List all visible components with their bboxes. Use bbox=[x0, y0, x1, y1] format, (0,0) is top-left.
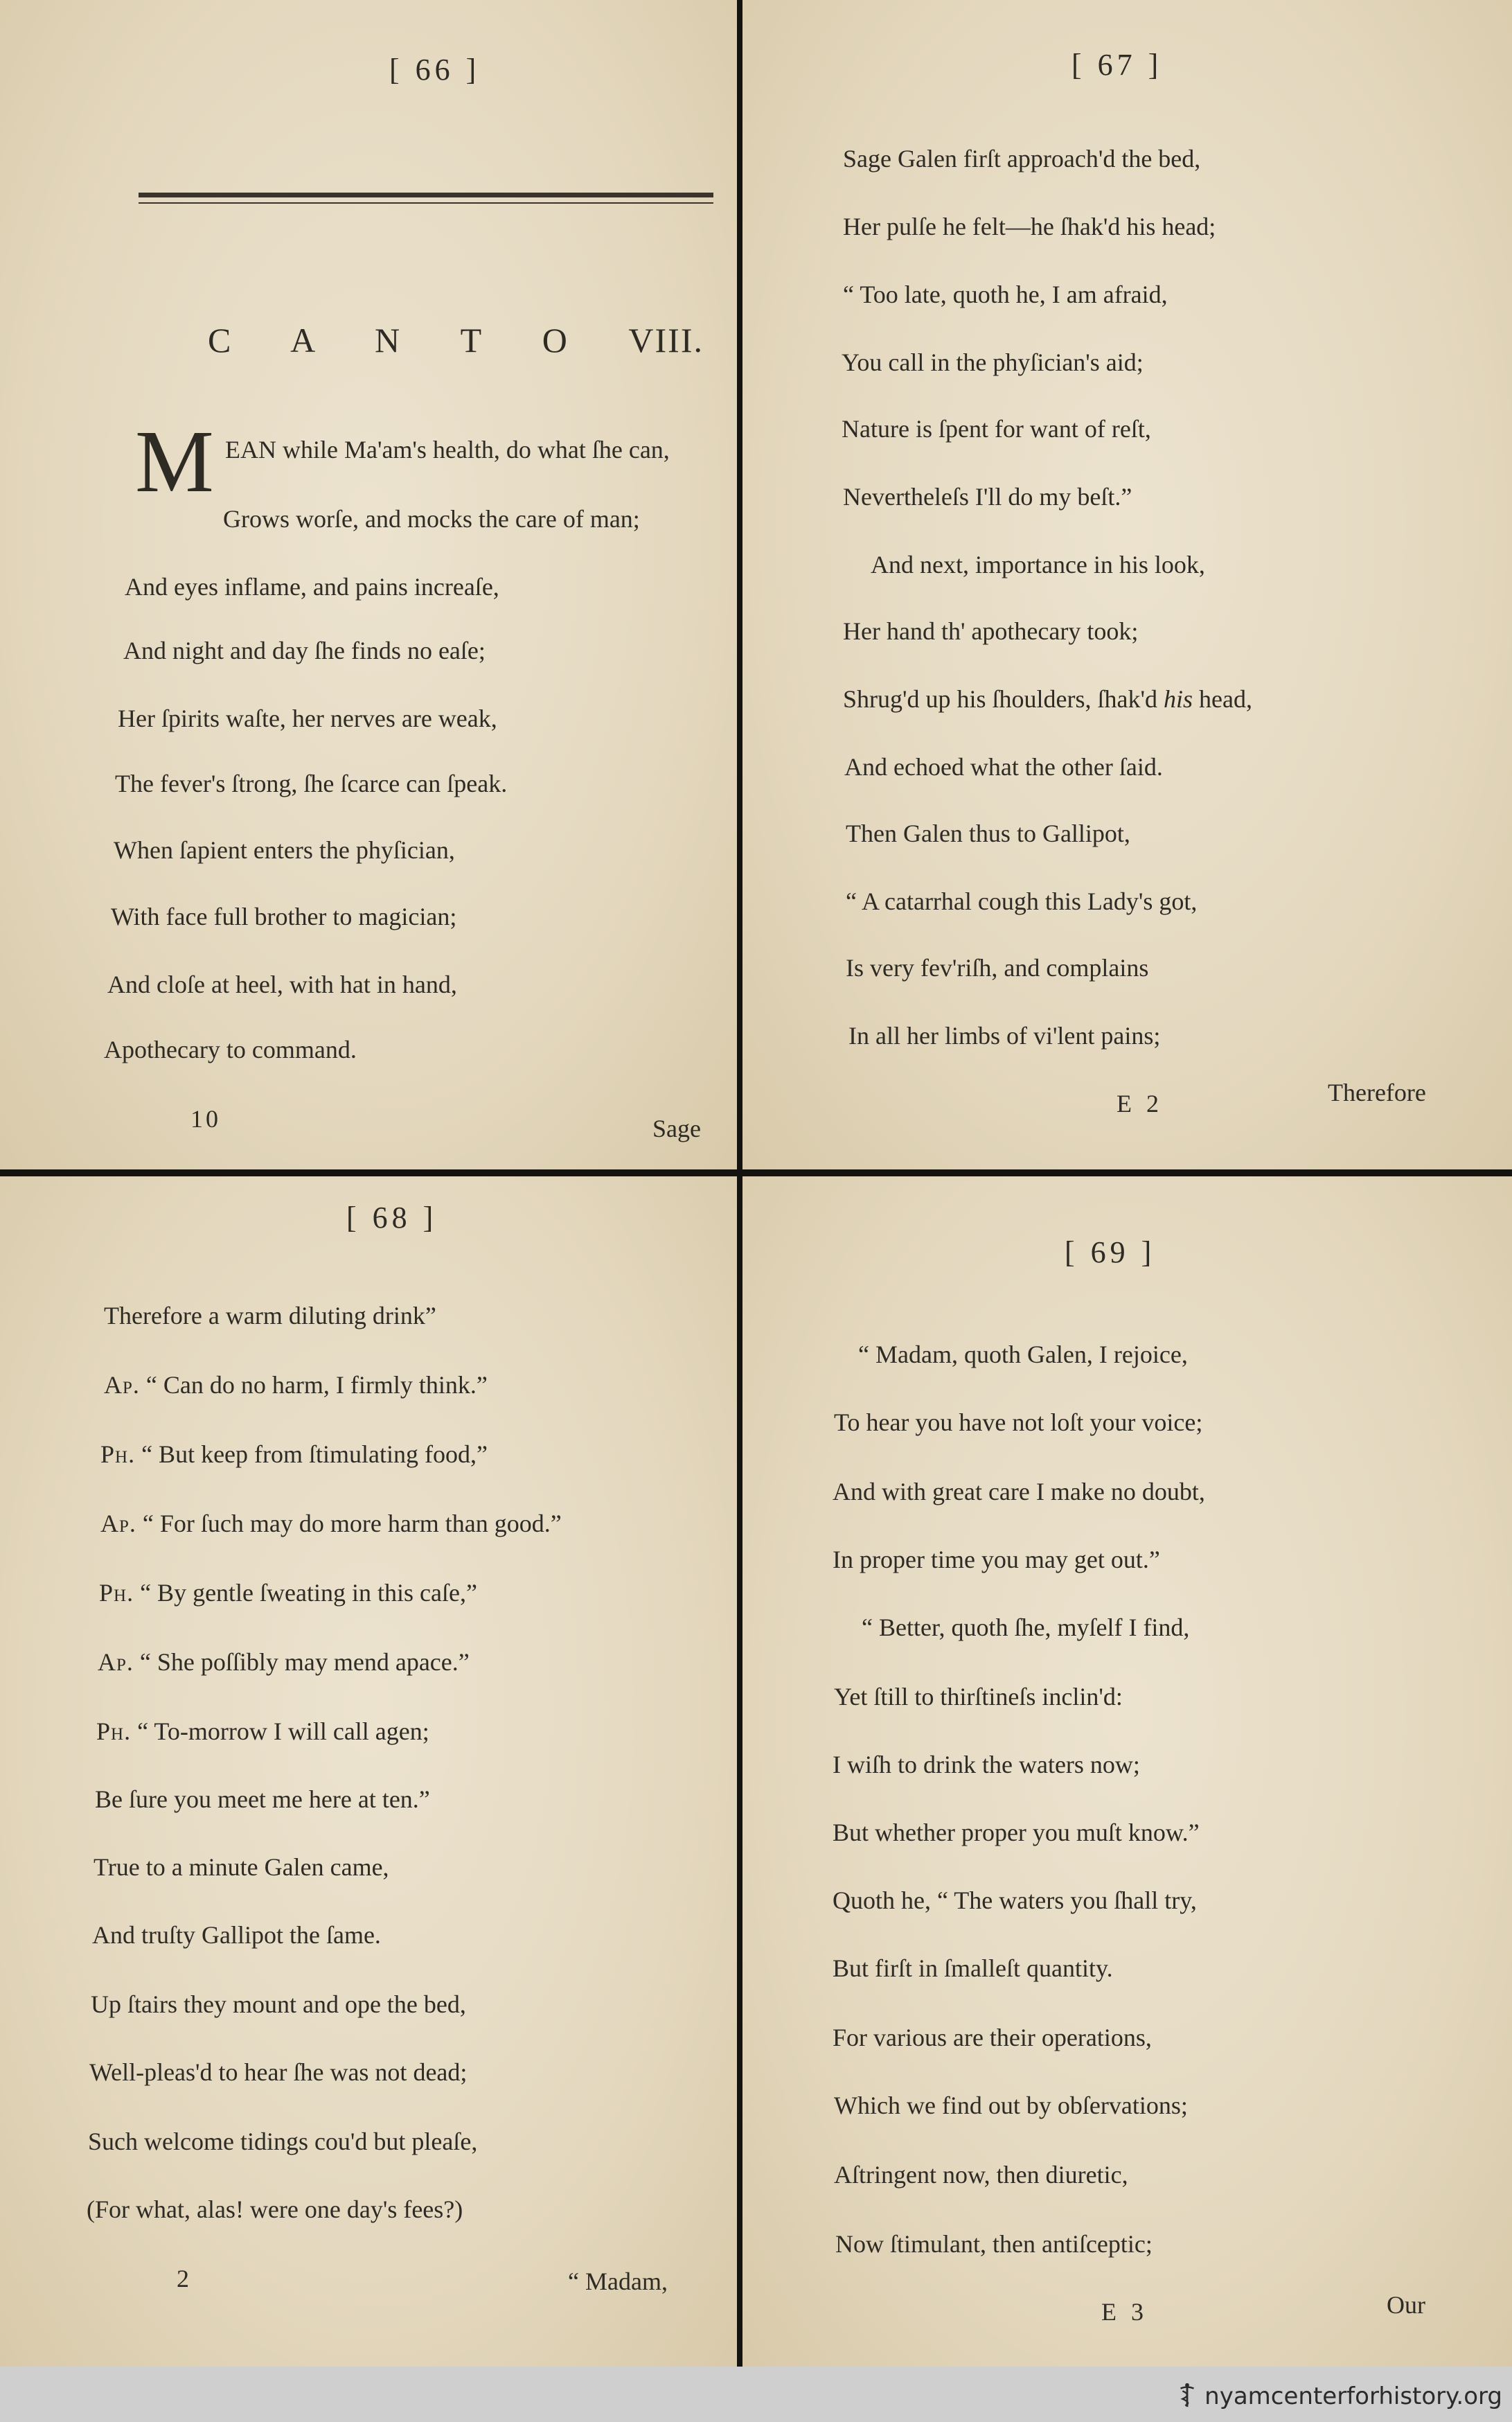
verse-line: Yet ſtill to thirſtineſs inclin'd: bbox=[834, 1683, 1123, 1711]
speaker-label: Ph. bbox=[100, 1440, 136, 1468]
speaker-label: Ap. bbox=[98, 1648, 134, 1676]
verse-line: And eyes inflame, and pains increaſe, bbox=[125, 573, 499, 601]
credit-link[interactable] bbox=[1174, 2382, 1502, 2410]
verse-line: Her pulſe he felt—he ſhak'd his head; bbox=[843, 213, 1216, 240]
verse-text: Such welcome tidings cou'd but pleaſe, bbox=[88, 2128, 478, 2155]
canto-heading bbox=[208, 320, 704, 360]
verse-line bbox=[98, 1647, 470, 1677]
verse-text: True to a minute Galen came, bbox=[94, 1853, 389, 1881]
verse-text: “ To-morrow I will call agen; bbox=[137, 1717, 429, 1745]
verse-line: When ſapient enters the phyſician, bbox=[114, 836, 455, 864]
verse-line bbox=[91, 1990, 466, 2019]
caduceus-icon bbox=[1174, 2382, 1200, 2408]
drop-cap: M bbox=[135, 412, 214, 511]
speaker-label: Ph. bbox=[96, 1717, 132, 1745]
verse-text: (For what, alas! were one day's fees?) bbox=[87, 2195, 463, 2223]
verse-line bbox=[104, 1301, 436, 1330]
verse-line bbox=[100, 1509, 562, 1538]
verse-text: Therefore a warm diluting drink” bbox=[104, 1302, 436, 1329]
header-rule bbox=[139, 193, 713, 197]
verse-line: “ Too late, quoth he, I am afraid, bbox=[843, 281, 1168, 308]
header-rule-thin bbox=[139, 202, 713, 204]
catchword: Sage bbox=[652, 1115, 701, 1142]
verse-line bbox=[96, 1717, 429, 1746]
verse-line bbox=[94, 1853, 389, 1882]
verse-text: “ She poſſibly may mend apace.” bbox=[139, 1648, 470, 1676]
verse-line: Then Galen thus to Gallipot, bbox=[846, 820, 1130, 847]
verse-text: “ But keep from ſtimulating food,” bbox=[141, 1440, 488, 1468]
speaker-label: Ap. bbox=[100, 1510, 136, 1537]
verse-line bbox=[104, 1370, 488, 1399]
verse-line bbox=[88, 2127, 477, 2156]
verse-text: head, bbox=[1198, 685, 1252, 713]
verse-line: And echoed what the other ſaid. bbox=[844, 753, 1163, 781]
verse-line: The fever's ſtrong, ſhe ſcarce can ſpeak. bbox=[115, 770, 508, 797]
verse-text: Shrug'd up his ſhoulders, ſhak'd bbox=[843, 685, 1157, 713]
verse-line: And night and day ſhe finds no eaſe; bbox=[123, 637, 486, 664]
verse-text: “ For ſuch may do more harm than good.” bbox=[142, 1510, 562, 1537]
page-number: [ 66 ] bbox=[389, 53, 481, 87]
verse-line: Which we find out by obſervations; bbox=[834, 2092, 1188, 2119]
verse-text: Be ſure you meet me here at ten.” bbox=[95, 1785, 430, 1813]
verse-line: And cloſe at heel, with hat in hand, bbox=[107, 971, 457, 998]
verse-line: But whether proper you muſt know.” bbox=[833, 1819, 1200, 1846]
canto-title: C A N T O bbox=[208, 321, 594, 360]
verse-line: But firſt in ſmalleſt quantity. bbox=[833, 1954, 1113, 1982]
verse-line bbox=[95, 1785, 430, 1814]
verse-line: And with great care I make no doubt, bbox=[833, 1478, 1205, 1505]
catchword: Our bbox=[1387, 2291, 1425, 2319]
page-69 bbox=[742, 1176, 1512, 2367]
verse-line: “ Better, quoth ſhe, myſelf I find, bbox=[862, 1614, 1190, 1641]
verse-line bbox=[100, 1440, 488, 1469]
page-68 bbox=[0, 1176, 737, 2367]
verse-line: Nature is ſpent for want of reſt, bbox=[842, 415, 1151, 443]
verse-line: Apothecary to command. bbox=[104, 1036, 357, 1063]
verse-line bbox=[99, 1578, 477, 1607]
verse-line: With face full brother to magician; bbox=[111, 903, 457, 930]
verse-line: Her ſpirits waſte, her nerves are weak, bbox=[118, 705, 497, 732]
page-number: [ 68 ] bbox=[346, 1201, 438, 1235]
verse-line: Is very fev'riſh, and complains bbox=[846, 954, 1149, 982]
credit-bar bbox=[0, 2367, 1512, 2422]
verse-text: Well-pleas'd to hear ſhe was not dead; bbox=[89, 2058, 468, 2086]
verse-line: “ Madam, quoth Galen, I rejoice, bbox=[858, 1341, 1188, 1368]
verse-text: “ By gentle ſweating in this caſe,” bbox=[140, 1579, 477, 1607]
verse-line: To hear you have not loſt your voice; bbox=[834, 1408, 1203, 1436]
verse-line: Neverthelеſs I'll do my beſt.” bbox=[843, 483, 1132, 511]
verse-line: Aſtringent now, then diuretic, bbox=[834, 2161, 1128, 2189]
verse-line: In proper time you may get out.” bbox=[833, 1546, 1160, 1573]
credit-text: nyamcenterforhistory.org bbox=[1204, 2383, 1502, 2410]
catchword: “ Madam, bbox=[568, 2268, 668, 2295]
verse-line: In all her limbs of vi'lent pains; bbox=[848, 1022, 1161, 1050]
verse-line bbox=[843, 684, 1252, 714]
page-67 bbox=[742, 0, 1512, 1169]
verse-line bbox=[92, 1920, 381, 1950]
catchword: Therefore bbox=[1328, 1079, 1426, 1106]
signature-mark: E 3 bbox=[1101, 2298, 1148, 2326]
page-number: [ 69 ] bbox=[1065, 1235, 1156, 1269]
speaker-label: Ph. bbox=[99, 1579, 134, 1607]
verse-line: Her hand th' apothecary took; bbox=[843, 617, 1139, 645]
verse-line: You call in the phyſician's aid; bbox=[842, 348, 1144, 376]
signature-mark: 10 bbox=[190, 1105, 221, 1133]
emphasis-word: his bbox=[1163, 685, 1193, 713]
verse-line: “ A catarrhal cough this Lady's got, bbox=[846, 887, 1198, 915]
verse-line bbox=[87, 2195, 463, 2224]
verse-text: Up ſtairs they mount and ope the bed, bbox=[91, 1990, 466, 2018]
signature-mark: 2 bbox=[177, 2265, 189, 2292]
page-number: [ 67 ] bbox=[1071, 48, 1163, 82]
verse-line: And next, importance in his look, bbox=[871, 551, 1205, 578]
signature-mark: E 2 bbox=[1117, 1090, 1163, 1117]
verse-text: “ Can do no harm, I firmly think.” bbox=[145, 1371, 488, 1399]
verse-text: And truſty Gallipot the ſame. bbox=[92, 1921, 381, 1949]
verse-line: Sage Galen firſt approach'd the bed, bbox=[843, 145, 1201, 173]
verse-line: EAN while Ma'am's health, do what ſhe can, bbox=[225, 436, 670, 463]
verse-line: Quoth he, “ The waters you ſhall try, bbox=[833, 1886, 1197, 1914]
speaker-label: Ap. bbox=[104, 1371, 140, 1399]
verse-line: I wiſh to drink the waters now; bbox=[833, 1751, 1140, 1778]
verse-line: Grows worſe, and mocks the care of man; bbox=[223, 505, 640, 533]
verse-line bbox=[89, 2058, 467, 2087]
page-66 bbox=[0, 0, 737, 1169]
canto-number: VIII. bbox=[628, 321, 704, 360]
verse-line: Now ſtimulant, then antiſceptic; bbox=[835, 2230, 1153, 2258]
verse-line: For various are their operations, bbox=[833, 2024, 1152, 2051]
